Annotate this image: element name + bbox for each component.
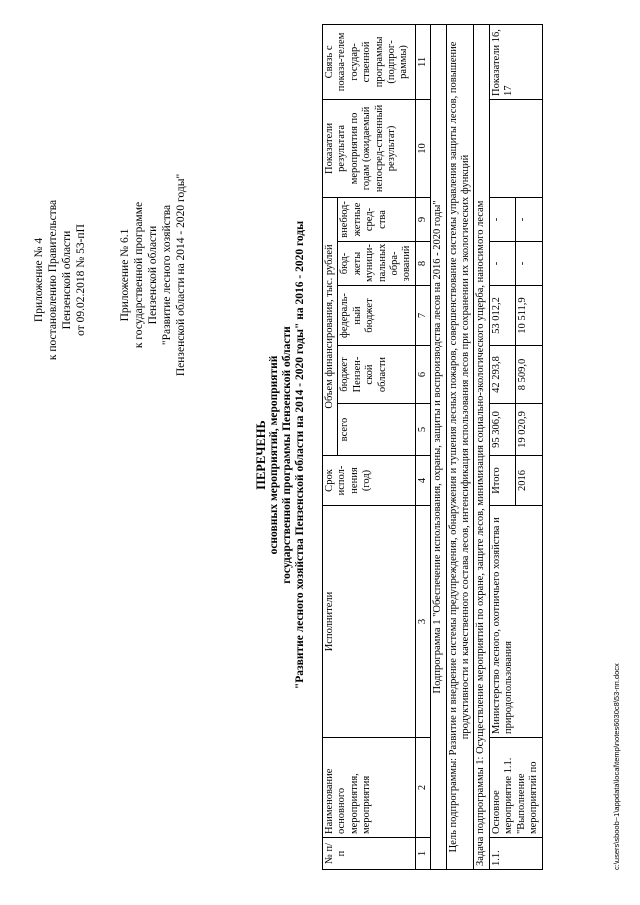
funding-total: 95 306,0 <box>489 404 515 456</box>
header-regional: бюджет Пензен-ской области <box>338 346 415 404</box>
measure-link: Показатели 16, 17 <box>489 24 542 99</box>
column-number: 5 <box>415 404 430 456</box>
measure-indicator <box>489 99 542 197</box>
subprogram-task: Задача подпрограммы 1: Осуществление мероприятий по охране, защите лесов, минимизация социально-экологического ущерба, наносимого лесам <box>474 24 489 869</box>
subprogram-goal-row <box>446 24 474 869</box>
funding-regional: 42 293,8 <box>489 346 515 404</box>
header-name: Наименование основного мероприятия, мероприятия <box>323 738 416 838</box>
funding-offbudget: - <box>516 197 542 241</box>
column-number: 7 <box>415 286 430 346</box>
title-line: государственной программы Пензенской области <box>281 326 293 584</box>
funding-federal: 53 012,2 <box>489 286 515 346</box>
measure-executor: Министерство лесного, охотничьего хозяйства и природопользования <box>489 506 542 738</box>
header-indicator: Показатели результата мероприятия по годам (ожидаемый непосред-ственный результат) <box>323 99 416 197</box>
header-num: № п/п <box>323 838 416 870</box>
row-number: 1.1. <box>489 838 542 870</box>
subprogram-task-row <box>474 24 489 869</box>
appendix-6-1-line: к государственной программе <box>133 201 145 349</box>
measure-name: Основное мероприятие 1.1. "Выполнение мероприятий по <box>489 738 542 838</box>
funding-municipal: - <box>489 242 515 286</box>
column-number: 1 <box>415 838 430 870</box>
header-total: всего <box>338 404 415 456</box>
title-line: основных мероприятий, мероприятий <box>268 355 280 555</box>
column-number: 6 <box>415 346 430 404</box>
appendix-4-line: от 09.02.2018 № 53-пП <box>75 224 87 336</box>
header-offbudget: внебюд-жетные сред-ства <box>338 197 415 241</box>
header-federal: федераль-ный бюджет <box>338 286 415 346</box>
header-municipal: бюд-жеты муници-пальных обра-зований <box>338 242 415 286</box>
appendix-6-1-block <box>118 85 188 465</box>
funding-total: 19 020,9 <box>516 404 542 456</box>
file-path-footer: c:\users\sboob~1\appdata\local\temp\notes6030c8\53-пп.docx <box>612 663 621 870</box>
appendix-4-line: Пензенской области <box>61 230 73 330</box>
title-main: ПЕРЕЧЕНЬ <box>254 420 268 490</box>
funding-municipal: - <box>516 242 542 286</box>
appendix-6-1-line: Пензенской области на 2014 - 2020 годы" <box>175 173 187 377</box>
subprogram-title: Подпрограмма 1 "Обеспечение использования, охраны, защиты и воспроизводства лесов на 2016 - 2020 годы" <box>431 24 446 869</box>
header-funding: Объем финансирования, тыс. рублей <box>323 197 338 455</box>
measures-table <box>322 24 543 870</box>
table-row <box>489 24 515 869</box>
column-number: 10 <box>415 99 430 197</box>
table-header-row <box>323 24 338 869</box>
appendix-6-1-line: Пензенской области <box>147 225 159 325</box>
column-number: 3 <box>415 506 430 738</box>
appendix-6-1-line: Приложение № 6.1 <box>119 228 131 322</box>
header-term: Срок испол-нения (год) <box>323 456 416 506</box>
appendix-4-line: Приложение № 4 <box>33 237 45 323</box>
appendix-4-block <box>32 110 88 450</box>
appendix-4-line: к постановлению Правительства <box>47 199 59 361</box>
column-number-row <box>415 24 430 869</box>
funding-offbudget: - <box>489 197 515 241</box>
title-line: "Развитие лесного хозяйства Пензенской области на 2014 - 2020 годы" на 2016 - 2020 годы <box>294 220 306 690</box>
document-title <box>255 35 307 875</box>
funding-federal: 10 511,9 <box>516 286 542 346</box>
column-number: 4 <box>415 456 430 506</box>
subprogram-goal: Цель подпрограммы: Развитие и внедрение системы предупреждения, обнаружения и тушения лесных пожаров, совершенствование системы управления защиты лесов, повышение продуктивности и качественного состава лесов, интенсификация использования лесов при сохранении их экологических функций <box>446 24 474 869</box>
header-link: Связь с показа-телем государ-ственной программы (подпрог-раммы) <box>323 24 416 99</box>
column-number: 11 <box>415 24 430 99</box>
funding-regional: 8 509,0 <box>516 346 542 404</box>
column-number: 2 <box>415 738 430 838</box>
measure-term: 2016 <box>516 456 542 506</box>
appendix-6-1-line: "Развитие лесного хозяйства <box>161 204 173 346</box>
column-number: 8 <box>415 242 430 286</box>
measure-term: Итого <box>489 456 515 506</box>
header-executors: Исполнители <box>323 506 416 738</box>
column-number: 9 <box>415 197 430 241</box>
subprogram-title-row <box>431 24 446 869</box>
